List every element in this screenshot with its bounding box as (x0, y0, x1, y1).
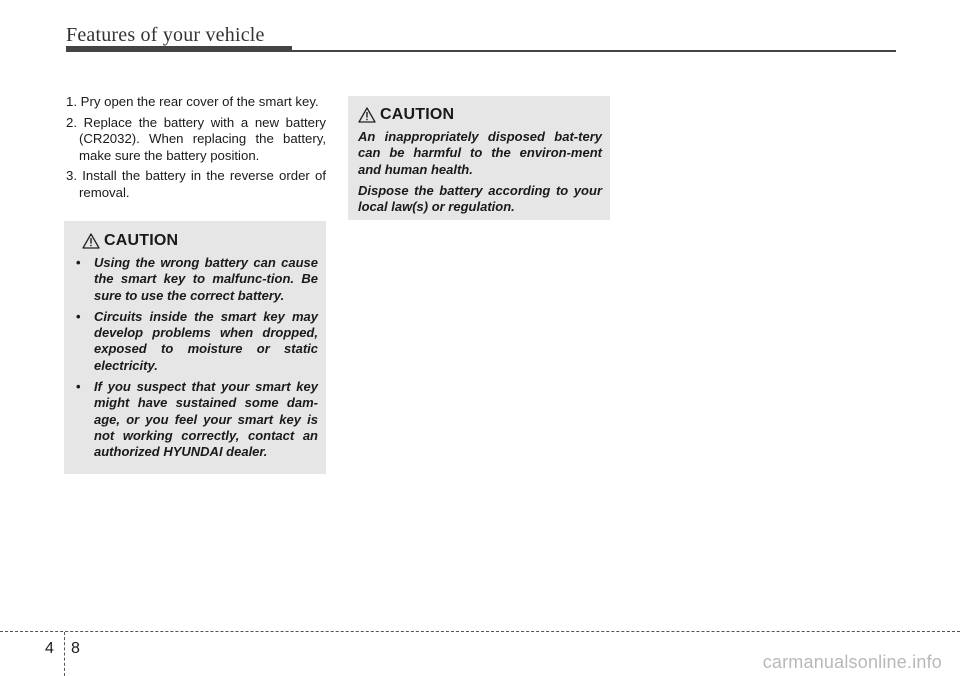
caution-bullet: • Using the wrong battery can cause the smart key to malfunc-tion. Be sure to use the correct battery. (76, 255, 318, 303)
caution-bullet-list (74, 255, 318, 461)
caution-paragraph: Dispose the battery according to your local law(s) or regulation. (358, 182, 602, 215)
page-number: 8 (71, 640, 80, 657)
step-item: 3. Install the battery in the reverse order of removal. (66, 168, 326, 200)
caution-title: CAUTION (104, 232, 179, 249)
header-rule-thick (66, 46, 292, 52)
caution-title: CAUTION (380, 106, 455, 123)
caution-heading (74, 231, 318, 251)
footer-dashed-divider (64, 632, 65, 676)
chapter-number: 4 (45, 640, 54, 657)
header-rule-thin (292, 50, 896, 52)
warning-triangle-icon (82, 233, 100, 249)
caution-box-battery (64, 221, 326, 474)
caution-box-disposal (348, 96, 610, 220)
footer-dashed-rule (0, 631, 960, 632)
caution-paragraph: An inappropriately disposed bat-tery can be harmful to the environ-ment and human health. (358, 129, 602, 177)
caution-bullet: • Circuits inside the smart key may develop problems when dropped, exposed to moisture or static electricity. (76, 308, 318, 373)
caution-bullet: • If you suspect that your smart key might have sustained some dam-age, or you feel your smart key is not working correctly, contact an authorized HYUNDAI dealer. (76, 379, 318, 460)
warning-triangle-icon (358, 107, 376, 123)
battery-replacement-steps (66, 94, 326, 205)
step-item: 2. Replace the battery with a new battery (CR2032). When replacing the battery, make sure the battery position. (66, 114, 326, 163)
page-header-title: Features of your vehicle (66, 24, 265, 46)
step-item: 1. Pry open the rear cover of the smart key. (66, 94, 319, 109)
caution-heading (358, 105, 602, 125)
watermark-text: carmanualsonline.info (762, 652, 942, 672)
